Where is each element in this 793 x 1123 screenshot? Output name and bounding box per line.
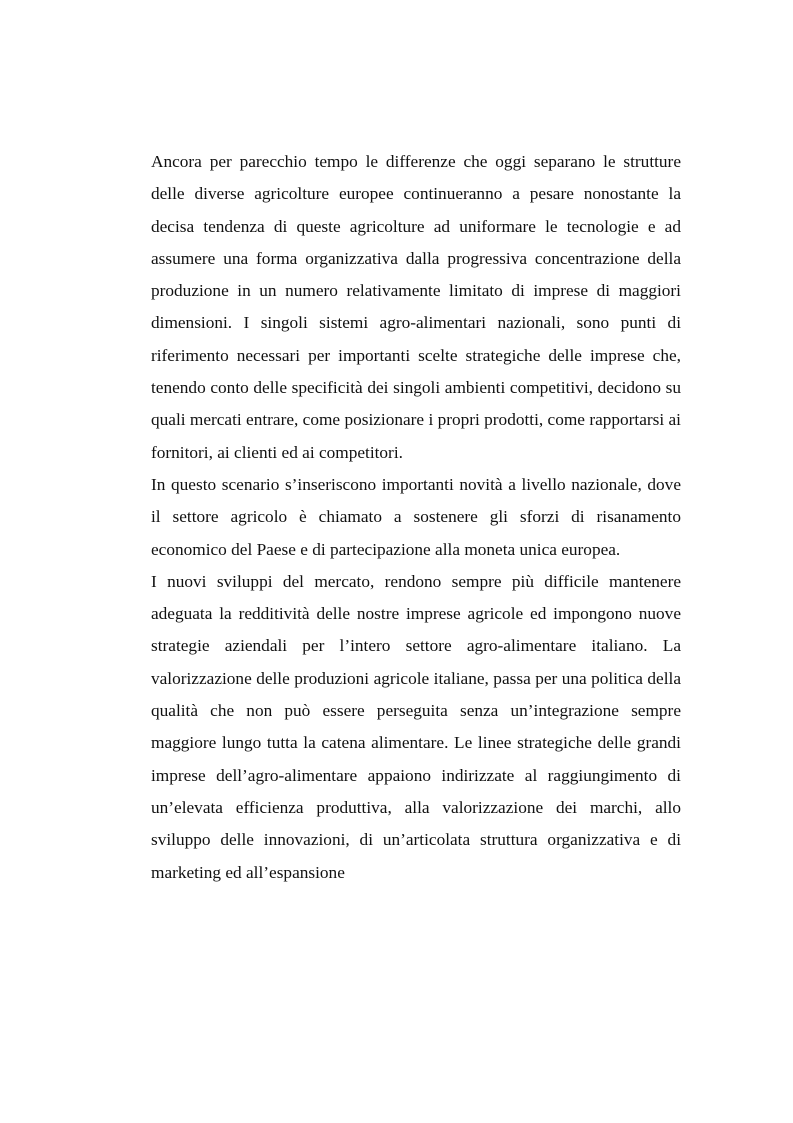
- paragraph-1: Ancora per parecchio tempo le differenze che oggi separano le strutture delle diverse agricolture europee continueranno a pesare nonostante la decisa tendenza di queste agricolture ad uniformare le tecnologie e ad assumere una forma organizzativa dalla progressiva concentrazione della produzione in un numero relativamente limitato di imprese di maggiori dimensioni. I singoli sistemi agro-alimentari nazionali, sono punti di riferimento necessari per importanti scelte strategiche delle imprese che, tenendo conto delle specificità dei singoli ambienti competitivi, decidono su quali mercati entrare, come posizionare i propri prodotti, come rapportarsi ai fornitori, ai clienti ed ai competitori.: [151, 152, 681, 462]
- body-text: [151, 146, 681, 889]
- paragraph-2: In questo scenario s’inseriscono importanti novità a livello nazionale, dove il settore agricolo è chiamato a sostenere gli sforzi di risanamento economico del Paese e di partecipazione alla moneta unica europea.: [151, 474, 681, 559]
- paragraph-3: I nuovi sviluppi del mercato, rendono sempre più difficile mantenere adeguata la redditività delle nostre imprese agricole ed impongono nuove strategie aziendali per l’intero settore agro-alimentare italiano. La valorizzazione delle produzioni agricole italiane, passa per una politica della qualità che non può essere perseguita senza un’integrazione sempre maggiore lungo tutta la catena alimentare. Le linee strategiche delle grandi imprese dell’agro-alimentare appaiono indirizzate al raggiungimento di un’elevata efficienza produttiva, alla valorizzazione dei marchi, allo sviluppo delle innovazioni, di un’articolata struttura organizzativa e di marketing ed all’espansione: [151, 571, 681, 882]
